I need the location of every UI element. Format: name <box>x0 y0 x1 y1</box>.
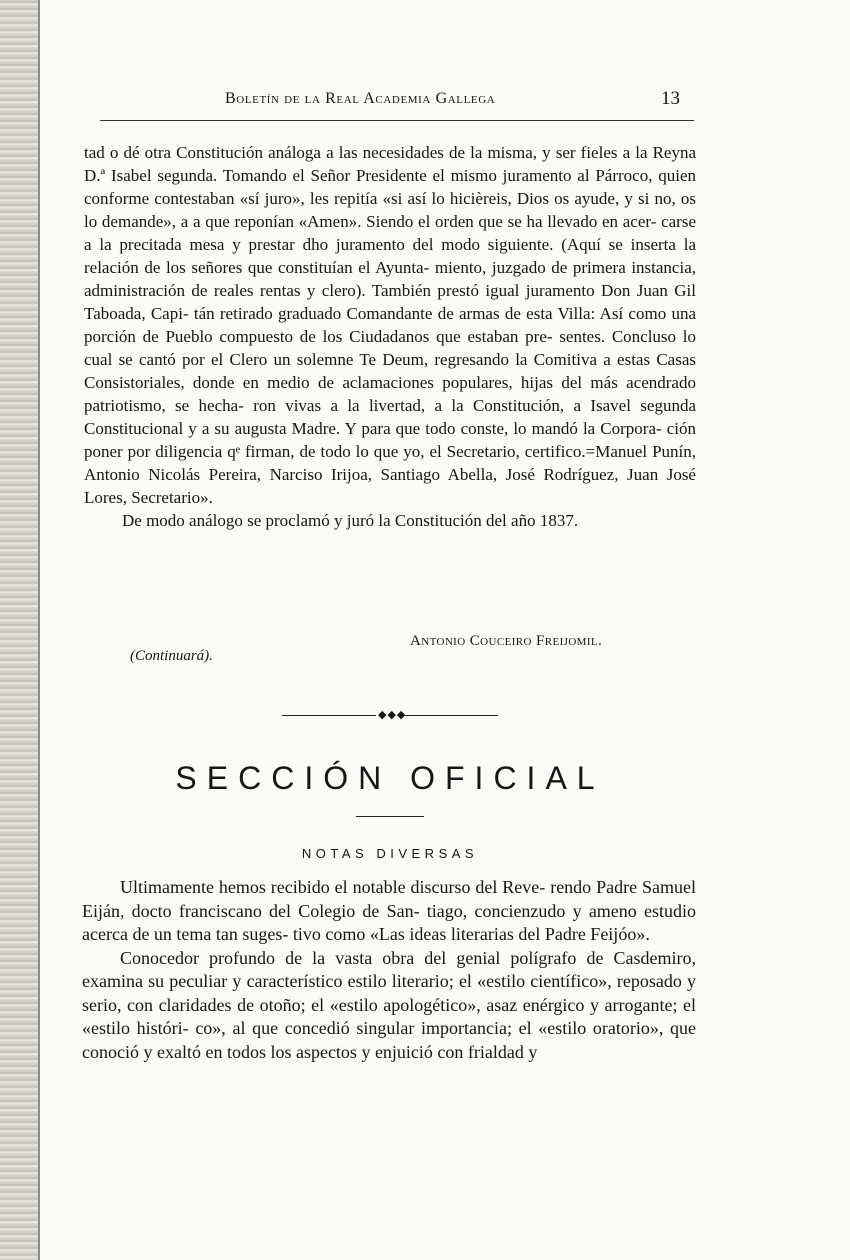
page-number: 13 <box>661 88 680 109</box>
text-line: carse a la precitada mesa y prestar dho juramento del modo siguiente. <box>84 212 697 254</box>
notes-text <box>82 876 696 1064</box>
text-line: (Aquí se inserta la relación de los señores que constituían el Ayunta- <box>84 235 697 277</box>
text-line: una porción de Pueblo compuesto de los Ciudadanos que estaban pre- <box>84 304 697 346</box>
divider-rule-left <box>282 715 376 716</box>
text-line: conoció y exaltó en todos los aspectos y enjuició con frialdad y <box>82 1041 538 1062</box>
notes-paragraph <box>82 876 696 947</box>
diamond-ornament-icon: ◆◆◆ <box>378 709 407 721</box>
previous-article-text <box>84 141 696 532</box>
text-line: ron vivas a la livertad, a la Constitución, a Isavel segunda Constitucional <box>84 396 696 438</box>
text-line: miento, juzgado de primera instancia, administración de reales rentas y <box>84 258 697 300</box>
text-line: rendo Padre Samuel Eiján, docto franciscano del Colegio de San- <box>82 877 696 921</box>
text-line: aclamaciones populares, hijas del más acendrado patriotismo, se hecha- <box>84 373 696 415</box>
text-line: Casdemiro, examina su peculiar y característico estilo literario; <box>82 947 697 991</box>
text-line: regresando la Comitiva a estas Casas Consistoriales, donde en medio de <box>84 350 696 392</box>
text-line: sentes. Concluso lo cual se cantó por el Clero un solemne Te Deum, <box>84 327 696 369</box>
text-line: ción poner por diligencia qᵉ firman, de todo lo que yo, el Secretario, <box>84 419 697 461</box>
previous-article-paragraph <box>84 141 696 509</box>
closing-paragraph: De modo análogo se proclamó y juró la Constitución del año 1837. <box>122 511 579 530</box>
subsection-title: NOTAS DIVERSAS <box>301 846 479 861</box>
text-line: fieles a la Reyna D.ª Isabel segunda. Tomando el Señor Presidente el <box>84 143 697 185</box>
text-line: certifico.=Manuel Punín, Antonio Nicolás Pereira, Narciso Irijoa, <box>84 442 697 484</box>
page-header <box>100 88 694 121</box>
author-signature: Antonio Couceiro Freijomil. <box>410 633 603 649</box>
text-line: tivo como «Las ideas literarias del Padre Feijóo». <box>292 924 650 944</box>
text-line: clero). También prestó igual juramento Don Juan Gil Taboada, Capi- <box>84 281 697 323</box>
notes-paragraph <box>82 947 696 1065</box>
text-line: co», al que concedió singular importancia; el «estilo oratorio», que <box>195 1018 697 1038</box>
section-title: SECCIÓN OFICIAL <box>175 760 605 796</box>
text-line: «estilo apologético», asaz enérgico y arrogante; el «estilo históri- <box>82 994 697 1038</box>
text-line: tad o dé otra Constitución análoga a las necesidades de la misma, y ser <box>84 143 576 162</box>
text-line: Ultimamente hemos recibido el notable discurso del Reve- <box>120 877 546 897</box>
continued-note: (Continuará). <box>130 648 213 664</box>
text-line: el «estilo científico», reposado y serio, con claridades de otoño; el <box>82 971 696 1015</box>
running-title: Boletín de la Real Academia Gallega <box>225 90 496 107</box>
section-title-rule <box>356 816 424 817</box>
text-line: tiago, concienzudo y ameno estudio acerca de un tema tan suges- <box>82 900 696 944</box>
text-line: Conocedor profundo de la vasta obra del genial polígrafo de <box>120 947 604 968</box>
text-line: Santiago Abella, José Rodríguez, Juan José Lores, Secretario». <box>84 465 696 507</box>
page-binding-edge <box>0 0 40 1260</box>
text-line: repitía «si así lo hicièreis, Dios os ayude, y si no, os lo demande», a <box>84 189 697 231</box>
text-line: mismo juramento al Párroco, quien conforme contestaban «sí juro», les <box>84 166 696 208</box>
divider-rule-right <box>404 715 498 716</box>
text-line: y a su augusta Madre. Y para que todo conste, lo mandó la Corpora- <box>188 419 662 438</box>
section-divider-ornament <box>282 708 498 722</box>
text-line: a que reponían «Amen». Siendo el orden que se ha llevado en acer- <box>192 212 657 231</box>
text-line: tán retirado graduado Comandante de armas de esta Villa: Así como <box>193 304 667 323</box>
